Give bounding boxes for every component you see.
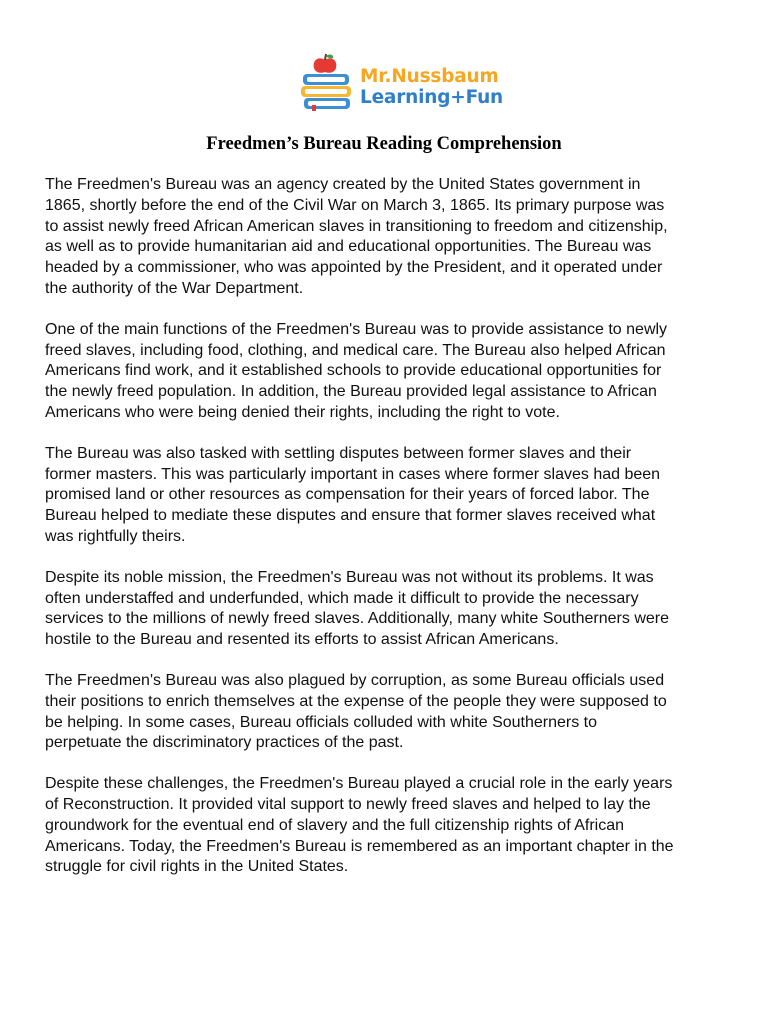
paragraph-1: The Freedmen's Bureau was an agency created by the United States government in 1865, shortly before the end of the Civil War on March 3, 1865. Its primary purpose was to assist newly freed African American slaves in transitioning to freedom and citizenship, as well as to provide humanitarian aid and educational opportunities. The Bureau was headed by a commissioner, who was appointed by the President, and it operated under the authority of the War Department. (45, 176, 668, 297)
page-title: Freedmen’s Bureau Reading Comprehension (206, 134, 562, 154)
paragraph-5: The Freedmen's Bureau was also plagued by corruption, as some Bureau officials used their positions to enrich themselves at the expense of the people they were supposed to be helping. In some cases, Bureau officials colluded with white Southerners to perpetuate the discriminatory practices of the past. (45, 671, 667, 752)
logo (298, 52, 510, 112)
paragraph-4: Despite its noble mission, the Freedmen's Bureau was not without its problems. It was often understaffed and underfunded, which made it difficult to provide the necessary services to the millions of newly freed slaves. Additionally, many white Southerners were hostile to the Bureau and resented its efforts to assist African Americans. (45, 568, 669, 649)
paragraph-3: The Bureau was also tasked with settling disputes between former slaves and their former masters. This was particularly important in cases where former slaves had been promised land or other resources as compensation for their years of forced labor. The Bureau helped to mediate these disputes and ensure that former slaves received what was rightfully theirs. (45, 444, 661, 545)
paragraph-6: Despite these challenges, the Freedmen's Bureau played a crucial role in the early years of Reconstruction. It provided vital support to newly freed slaves and helped to lay the groundwork for the eventual end of slavery and the full citizenship rights of African Americans. Today, the Freedmen's Bureau is remembered as an important chapter in the struggle for civil rights in the United States. (45, 775, 674, 876)
paragraph-2: One of the main functions of the Freedmen's Bureau was to provide assistance to newly freed slaves, including food, clothing, and medical care. The Bureau also helped African Americans find work, and it established schools to provide educational opportunities for the newly freed population. In addition, the Bureau provided legal assistance to African Americans who were being denied their rights, including the right to vote. (45, 320, 668, 421)
books-apple-icon (298, 52, 358, 112)
logo-tagline: Learning+Fun (360, 87, 504, 108)
reading-passage (45, 175, 735, 898)
logo-brand-name: Mr.Nussbaum (360, 66, 499, 87)
